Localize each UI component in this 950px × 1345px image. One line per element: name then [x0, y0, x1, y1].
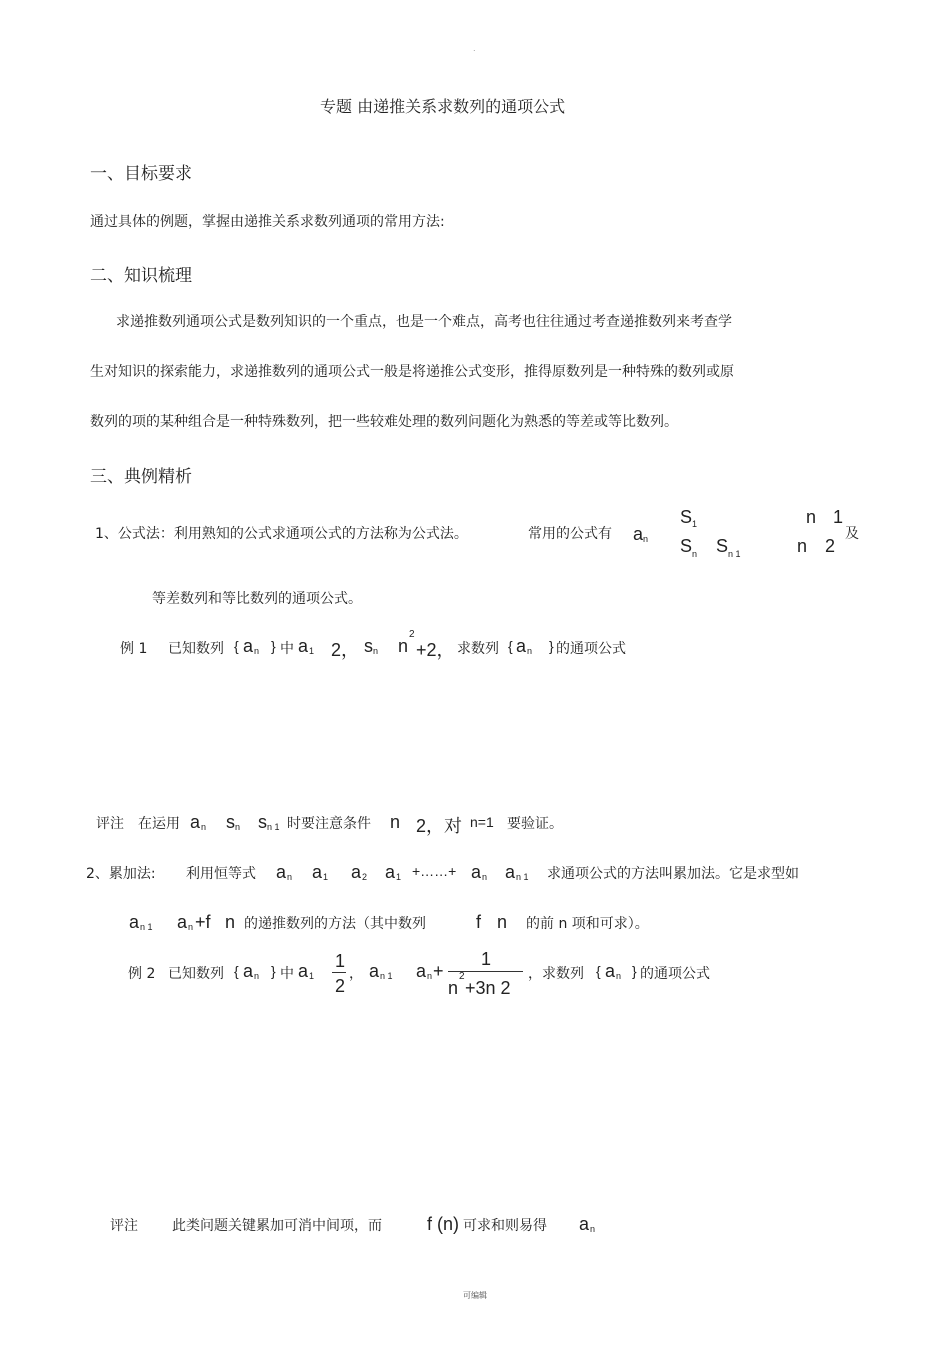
- example2-brace-open-2: {: [596, 963, 601, 979]
- example2-brace-close-2: }: [632, 963, 637, 979]
- m2-line2-f: +f: [195, 912, 211, 932]
- method1-and: 及: [845, 526, 859, 542]
- example2-a1-sub: 1: [309, 971, 315, 981]
- piece2-n: n: [797, 536, 808, 556]
- m2-a-n1: a: [505, 862, 516, 882]
- piece2-S-sub: n: [692, 549, 698, 559]
- example1-a-sub: n: [254, 646, 260, 656]
- note1-s2: s: [258, 812, 267, 832]
- note2-a: a: [579, 1214, 590, 1234]
- piece2-S2: S: [716, 536, 729, 556]
- note1-text2: 时要注意条件: [287, 816, 371, 832]
- example2-an1-sub: n 1: [380, 971, 393, 981]
- piece1-S-sub: 1: [692, 519, 698, 529]
- section-heading-examples: 三、典例精析: [90, 467, 192, 487]
- note2-fn: f (n): [427, 1214, 460, 1234]
- page-title: 专题 由递推关系求数列的通项公式: [320, 97, 566, 116]
- goals-text: 通过具体的例题，掌握由递推关系求数列通项的常用方法:: [90, 214, 445, 230]
- example1-s-sub: n: [373, 646, 379, 656]
- example1-eq2: 2，: [331, 640, 360, 660]
- method1-label: 1、公式法：利用熟知的公式求通项公式的方法称为公式法。: [95, 526, 468, 542]
- formula-a-sub: n: [643, 534, 649, 544]
- example2-a: a: [243, 961, 254, 981]
- knowledge-para-line-1: 求递推数列通项公式是数列知识的一个重点，也是一个难点，高考也往往通过考查递推数列来考查学: [116, 314, 732, 330]
- note1-s-sub: n: [235, 822, 241, 832]
- note1-a: a: [190, 812, 201, 832]
- example1-a: a: [243, 636, 254, 656]
- example1-zhong: 中: [280, 641, 294, 657]
- example2-tail: 的通项公式: [640, 966, 710, 982]
- section-heading-knowledge: 二、知识梳理: [90, 266, 192, 286]
- piece1-cond: 1: [833, 507, 844, 527]
- example2-plus: +: [433, 961, 444, 981]
- example1-brace-open-2: {: [508, 638, 513, 654]
- note1-s2-sub: n 1: [267, 822, 280, 832]
- piece2-S2-sub: n 1: [728, 549, 741, 559]
- piece1-n: n: [806, 507, 817, 527]
- note2-a-sub: n: [590, 1224, 596, 1234]
- example2-frac-rest: +3n 2: [465, 978, 511, 998]
- knowledge-para-line-2: 生对知识的探索能力，求递推数列的通项公式一般是将递推公式变形，推得原数列是一种特殊的数列或原: [90, 364, 734, 380]
- example2-label: 例 2: [128, 966, 156, 982]
- m2-line2-f2: f: [476, 912, 482, 932]
- example1-brace-close-2: }: [549, 638, 554, 654]
- example2-frac-num: 1: [481, 949, 492, 969]
- footer-editable: 可编辑: [463, 1291, 487, 1300]
- example2-frac-n: n: [448, 978, 459, 998]
- example2-ask: ，求数列: [528, 966, 584, 982]
- example2-brace-open: {: [234, 963, 239, 979]
- example2-comma: ，: [349, 966, 363, 982]
- example1-ask: 求数列: [457, 641, 499, 657]
- m2-plus-dots: +……+: [412, 863, 457, 879]
- note1-n: n: [390, 812, 401, 832]
- m2-line2-n: n: [225, 912, 236, 932]
- m2-a-1-sub: 1: [323, 872, 329, 882]
- piece2-cond: 2: [825, 536, 836, 556]
- example2-an: a: [416, 961, 427, 981]
- m2-a-1b: a: [385, 862, 396, 882]
- note2-label: 评注: [110, 1218, 138, 1234]
- section-heading-goals: 一、目标要求: [90, 164, 192, 184]
- knowledge-para-line-3: 数列的项的某种组合是一种特殊数列，把一些较难处理的数列问题化为熟悉的等差或等比数列。: [90, 414, 678, 430]
- note1-n1: n=1: [470, 814, 494, 830]
- example1-known: 已知数列: [168, 641, 224, 657]
- example2-a-2-sub: n: [616, 971, 622, 981]
- example2-a1: a: [298, 961, 309, 981]
- example2-zhong: 中: [280, 966, 294, 982]
- example1-a1-sub: 1: [309, 646, 315, 656]
- method1-line2: 等差数列和等比数列的通项公式。: [152, 591, 362, 607]
- m2-line2-n2: n: [497, 912, 508, 932]
- m2-line2-tail: 的前 n 项和可求）。: [526, 916, 649, 932]
- note1-a-sub: n: [201, 822, 207, 832]
- m2-a-n-sub: n: [287, 872, 293, 882]
- example1-a-2: a: [516, 636, 527, 656]
- example2-an-sub: n: [427, 971, 433, 981]
- m2-a-2: a: [351, 862, 362, 882]
- example1-n2: n: [398, 636, 409, 656]
- m2-a-1b-sub: 1: [396, 872, 402, 882]
- example2-known: 已知数列: [168, 966, 224, 982]
- m2-a-n2-sub: n: [482, 872, 488, 882]
- note1-verify: 要验证。: [507, 816, 563, 832]
- note1-s: s: [226, 812, 235, 832]
- method2-text2: 求通项公式的方法叫累加法。它是求型如: [547, 866, 799, 882]
- example1-exp: 2: [409, 629, 415, 640]
- note2-text: 此类问题关键累加可消中间项，而: [172, 1218, 382, 1234]
- example1-brace-close: }: [271, 638, 276, 654]
- m2-a-2-sub: 2: [362, 872, 368, 882]
- m2-line2-a-sub: n 1: [140, 922, 153, 932]
- piece2-S: S: [680, 536, 693, 556]
- example2-half-den: 2: [335, 976, 346, 996]
- piece1-S: S: [680, 507, 693, 527]
- m2-line2-a2-sub: n: [188, 922, 194, 932]
- note1-label: 评注: [96, 816, 124, 832]
- method2-label: 2、累加法:: [86, 866, 156, 882]
- method1-common: 常用的公式有: [528, 526, 612, 542]
- example2-an1: a: [369, 961, 380, 981]
- note2-tail: 可求和则易得: [463, 1218, 547, 1234]
- m2-line2-a: a: [129, 912, 140, 932]
- example2-a-2: a: [605, 961, 616, 981]
- example2-half-line: [332, 972, 346, 973]
- method2-text1: 利用恒等式: [186, 866, 256, 882]
- m2-a-n: a: [276, 862, 287, 882]
- example2-a-sub: n: [254, 971, 260, 981]
- example2-half-num: 1: [335, 951, 346, 971]
- example1-s: s: [364, 636, 373, 656]
- m2-a-n1-sub: n 1: [516, 872, 529, 882]
- example1-tail: 的通项公式: [556, 641, 626, 657]
- m2-line2-a2: a: [177, 912, 188, 932]
- m2-a-1: a: [312, 862, 323, 882]
- top-mark: .: [473, 44, 476, 53]
- formula-a: a: [633, 524, 644, 544]
- example1-a-2-sub: n: [527, 646, 533, 656]
- m2-line2-text: 的递推数列的方法（其中数列: [244, 916, 426, 932]
- m2-a-n2: a: [471, 862, 482, 882]
- example1-label: 例 1: [120, 641, 148, 657]
- note1-text1: 在运用: [138, 816, 180, 832]
- example1-a1: a: [298, 636, 309, 656]
- example1-plus2: +2，: [416, 640, 455, 660]
- example1-brace-open: {: [234, 638, 239, 654]
- note1-cond: 2，对: [416, 816, 463, 836]
- example2-brace-close: }: [271, 963, 276, 979]
- example2-frac-exp: 2: [459, 971, 465, 982]
